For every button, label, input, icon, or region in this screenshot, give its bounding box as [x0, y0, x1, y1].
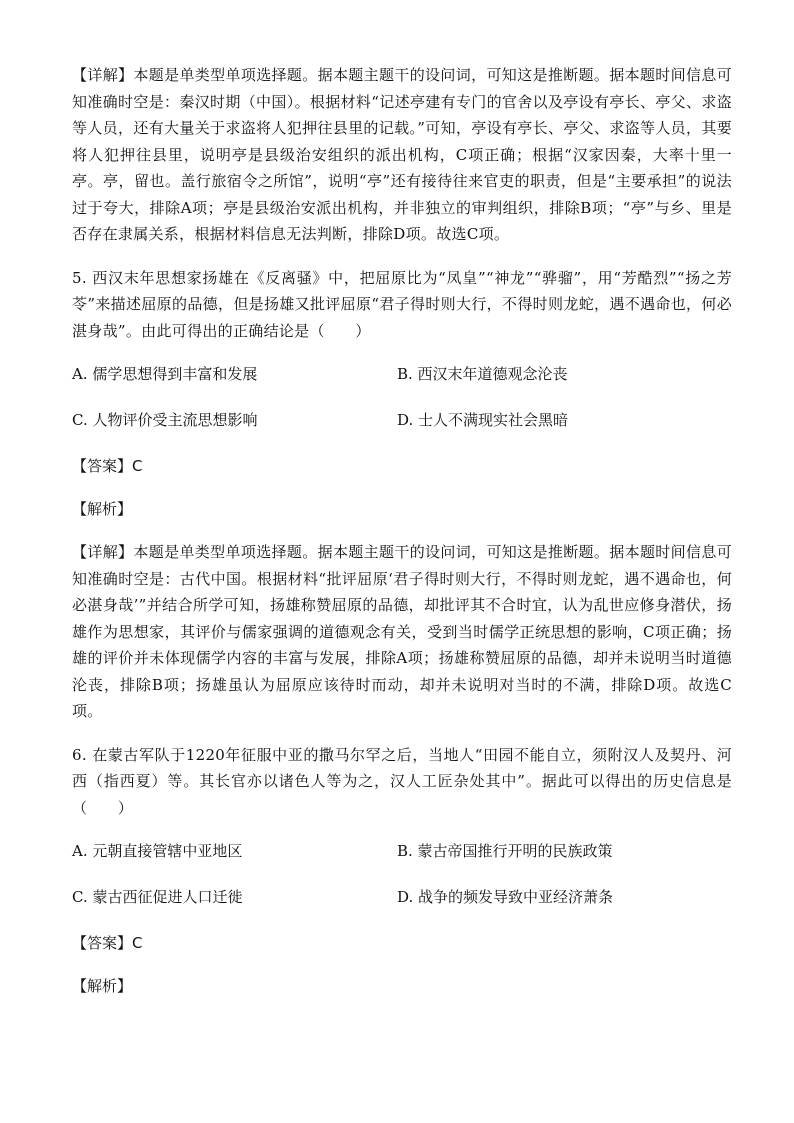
q6-options [72, 838, 732, 910]
q4-detail-paragraph: 【详解】本题是单类型单项选择题。据本题主题干的设问词，可知这是推断题。据本题时间信息可知准确时空是：秦汉时期（中国）。根据材料“记述亭建有专门的官舍以及亭设有亭长、亭父、求盗等人员，还有大量关于求盗将人犯押往县里的记载。”可知，亭设有亭长、亭父、求盗等人员，其要将人犯押往县里，说明亭是县级治安组织的派出机构，C项正确；根据“汉家因秦，大率十里一亭。亭，留也。盖行旅宿令之所馆”，说明“亭”还有接待往来官吏的职责，但是“主要承担”的说法过于夸大，排除A项；亭是县级治安派出机构，并非独立的审判组织，排除B项；“亭”与乡、里是否存在隶属关系，根据材料信息无法判断，排除D项。故选C项。 [72, 66, 732, 243]
q6-option-d: D. 战争的频发导致中亚经济萧条 [397, 888, 614, 906]
q6-analysis-label: 【解析】 [72, 977, 133, 995]
q6-answer: 【答案】C [72, 934, 143, 952]
q5-detail-paragraph: 【详解】本题是单类型单项选择题。据本题主题干的设问词，可知这是推断题。据本题时间信息可知准确时空是：古代中国。根据材料“批评屈原‘君子得时则大行，不得时则龙蛇，遇不遇命也，何必湛身哉’”并结合所学可知，扬雄称赞屈原的品德，却批评其不合时宜，认为乱世应修身潜伏，扬雄作为思想家，其评价与儒家强调的道德观念有关，受到当时儒学正统思想的影响，C项正确；扬雄的评价并未体现儒学内容的丰富与发展，排除A项；扬雄称赞屈原的品德，却并未说明当时道德沦丧，排除B项；扬雄虽认为屈原应该待时而动，却并未说明对当时的不满，排除D项。故选C项。 [72, 543, 732, 720]
q6-option-c: C. 蒙古西征促进人口迁徙 [72, 888, 243, 906]
q5-analysis-label: 【解析】 [72, 500, 133, 518]
q5-answer: 【答案】C [72, 457, 143, 475]
q6-option-a: A. 元朝直接管辖中亚地区 [72, 842, 243, 860]
q5-stem: 5. 西汉末年思想家扬雄在《反离骚》中，把屈原比为“凤皇”“神龙”“骅骝”，用“芳酷烈”“扬之芳苓”来描述屈原的品德，但是扬雄又批评屈原“君子得时则大行，不得时则龙蛇，遇不遇命也，何必湛身哉”。由此可得出的正确结论是（ ） [72, 268, 732, 340]
document-page [72, 62, 732, 1016]
q5-options [72, 361, 732, 433]
q5-option-b: B. 西汉末年道德观念沦丧 [397, 365, 568, 383]
q5-option-c: C. 人物评价受主流思想影响 [72, 411, 258, 429]
q6-option-b: B. 蒙古帝国推行开明的民族政策 [397, 842, 613, 860]
q6-stem: 6. 在蒙古军队于1220年征服中亚的撒马尔罕之后，当地人“田园不能自立，须附汉人及契丹、河西（指西夏）等。其长官亦以诸色人等为之，汉人工匠杂处其中”。据此可以得出的历史信息是（ ） [72, 745, 732, 817]
q5-option-d: D. 士人不满现实社会黑暗 [397, 411, 569, 429]
q5-option-a: A. 儒学思想得到丰富和发展 [72, 365, 258, 383]
